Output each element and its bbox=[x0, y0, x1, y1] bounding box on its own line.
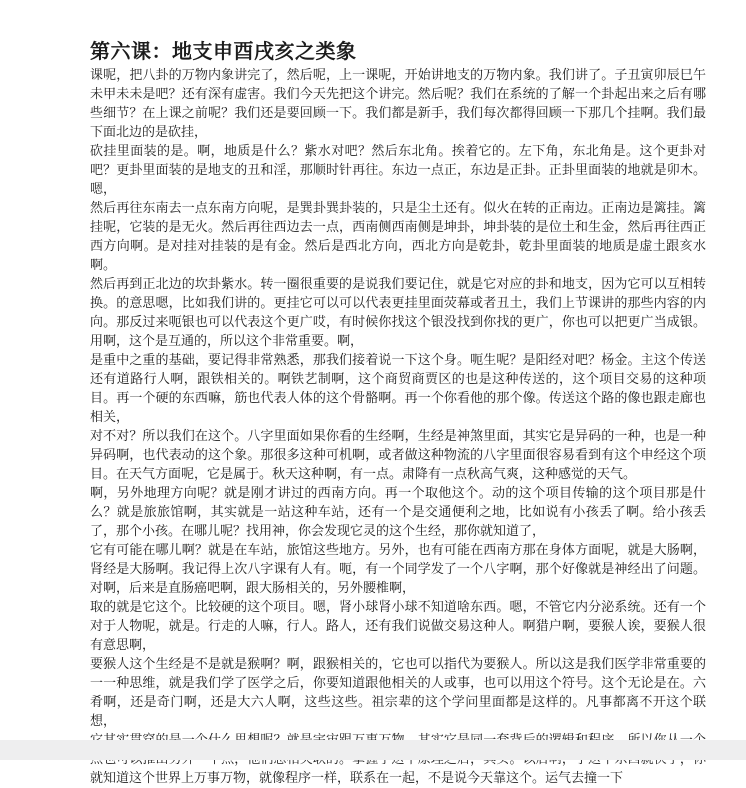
paragraph: 是重中之重的基础，要记得非常熟悉，那我们接着说一下这个身。呃生呢？是阳经对吧？杨金。主这个传送还有道路行人啊，跟铁相关的。啊铁艺制啊，这个商贸商贾区的也是这种传送的，这个项目交易的这种项目。再一个硬的东西嘛，筋也代表人体的这个骨骼啊。再一个你看他的那个像。传送这个路的像也跟走廊也相关， bbox=[90, 353, 706, 425]
lesson-document bbox=[90, 38, 706, 788]
paragraph: 对不对？所以我们在这个。八字里面如果你看的生经啊，生经是神煞里面，其实它是异码的一种，也是一种异码啊，也代表动的这个象。那很多这种可机啊，或者做这种物流的八字里面很容易看到有这个申经这个项目。在天气方面呢，它是属于。秋天这种啊，有一点。肃降有一点秋高气爽，这种感觉的天气。 bbox=[90, 429, 706, 482]
paragraph: 砍挂里面装的是。啊，地质是什么？紫水对吧？然后东北角。挨着它的。左下角，东北角是。这个更卦对吧？更卦里面装的是地支的丑和淫，那顺时针再往。东边一点正，东边是正卦。正卦里面装的地就是卯木。嗯， bbox=[90, 144, 706, 197]
paragraph: 课呢，把八卦的万物内象讲完了，然后呢，上一课呢，开始讲地支的万物内象。我们讲了。子丑寅卯辰巳午未甲未未是吧？还有深有虚害。我们今天先把这个讲完。然后呢？我们在系统的了解一个卦起出来之后有哪些细节？在上课之前呢？我们还是要回顾一下。我们都是新手，我们每次都得回顾一下那几个挂啊。我们最下面北边的是砍挂， bbox=[90, 68, 706, 140]
bottom-strip bbox=[0, 740, 746, 760]
paragraph: 就知道这个世界上万事万物，就像程序一样，联系在一起，不是说今天靠这个。运气去撞一下 bbox=[90, 771, 624, 786]
paragraph: 它有可能在哪儿啊？就是在车站，旅馆这些地方。另外，也有可能在西南方那在身体方面呢，就是大肠啊，肾经是大肠啊。我记得上次八字课有人有。呃，有一个同学发了一个八字啊，那个好像就是神经出了问题。对啊，后来是直肠癌吧啊，跟大肠相关的，另外腰椎啊， bbox=[90, 543, 706, 596]
paragraph: 然后再往东南去一点东南方向呢，是巽卦巽卦装的，只是尘土还有。似火在转的正南边。正南边是篱挂。篱挂呢，它装的是无火。然后再往西边去一点，西南侧西南侧是坤卦，坤卦装的是位土和生金，然后再往西正西方向啊。是对挂对挂装的是有金。然后是西北方向，西北方向是乾卦，乾卦里面装的地质是虚土跟亥水啊。 bbox=[90, 201, 706, 273]
paragraph: 取的就是它这个。比较硬的这个项目。嗯，肾小球肾小球不知道啥东西。嗯，不管它内分泌系统。还有一个对于人物呢，就是。行走的人嘛，行人。路人，还有我们说做交易这种人。啊猎户啊，要猴人诶，要猴人很有意思啊， bbox=[90, 600, 706, 653]
paragraph: 啊，另外地理方向呢？就是刚才讲过的西南方向。再一个取他这个。动的这个项目传输的这个项目那是什么？就是旅旅馆啊，其实就是一站这种车站，还有一个是交通便利之地，比如说有小孩丢了啊。给小孩丢了，那个小孩。在哪儿呢？找用神，你会发现它灵的这个生经，那你就知道了， bbox=[90, 486, 706, 539]
paragraph: 然后再到正北边的坎卦紫水。转一圈很重要的是说我们要记住，就是它对应的卦和地支，因为它可以互相转换。的意思嗯，比如我们讲的。更挂它可以可以代表更挂里面荧幕或者丑土，我们上节课讲的那些内容的内向。那反过来呃银也可以代表这个更广哎，有时候你找这个银没找到你找的更广，你也可以把更广当成银。用啊，这个是互通的，所以这个非常重要。啊， bbox=[90, 277, 706, 349]
paragraph: 要猴人这个生经是不是就是猴啊？啊，跟猴相关的，它也可以指代为要猴人。所以这是我们医学非常重要的一一种思维，就是我们学了医学之后，你要知道跟他相关的人或事，也可以用这个符号。这个无论是在。六肴啊，还是奇门啊，还是大六人啊，这些这些。祖宗辈的这个学问里面都是这样的。凡事都离不开这个联想， bbox=[90, 657, 706, 729]
page-title: 第六课：地支申酉戌亥之类象 bbox=[90, 39, 357, 63]
